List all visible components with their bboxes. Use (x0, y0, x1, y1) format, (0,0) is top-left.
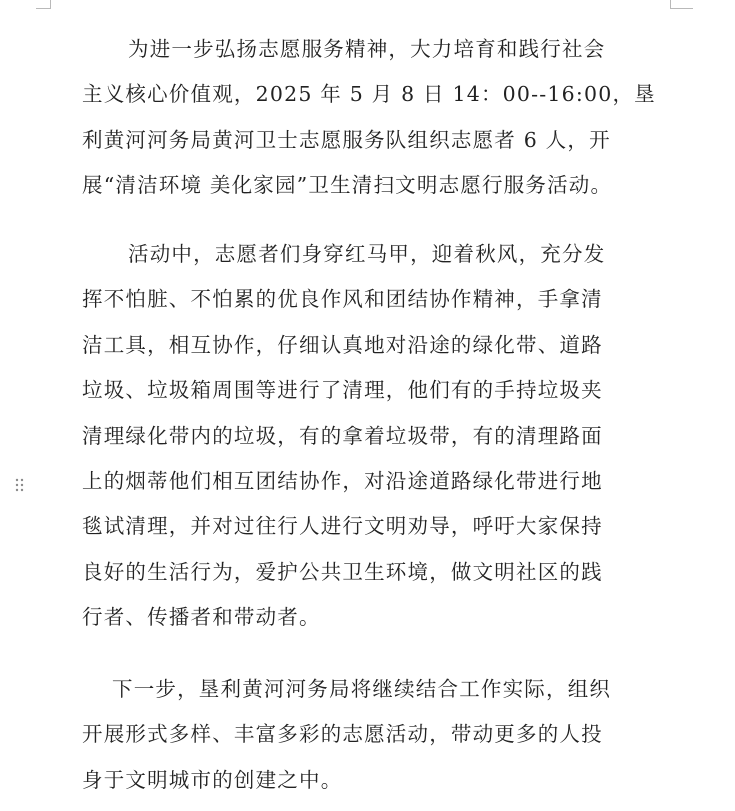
paragraph-line: 身于文明城市的创建之中。 (82, 767, 343, 792)
drag-handle-icon[interactable] (15, 477, 25, 493)
paragraph-line: 下一步，垦利黄河河务局将继续结合工作实际，组织 (112, 677, 612, 701)
paragraph-line: 活动中，志愿者们身穿红马甲，迎着秋风，充分发 (128, 242, 606, 266)
paragraph-line: 行者、传播者和带动者。 (82, 605, 321, 630)
paragraph-line: 展“清洁环境 美化家园”卫生清扫文明志愿行服务活动。 (82, 173, 613, 198)
paragraph-line: 主义核心价值观，2025 年 5 月 8 日 14：00--16:00，垦 (82, 82, 656, 107)
paragraph-line: 利黄河河务局黄河卫士志愿服务队组织志愿者 6 人，开 (82, 127, 611, 152)
paragraph-line: 洁工具，相互协作，仔细认真地对沿途的绿化带、道路 (82, 332, 603, 357)
paragraph-line: 垃圾、垃圾箱周围等进行了清理，他们有的手持垃圾夹 (82, 378, 603, 403)
paragraph-line: 良好的生活行为，爱护公共卫生环境，做文明社区的践 (82, 559, 603, 584)
paragraph-activity (82, 232, 644, 641)
crop-mark-top-right (670, 0, 693, 9)
paragraph-line: 上的烟蒂他们相互团结协作，对沿途道路绿化带进行地 (82, 468, 603, 493)
paragraph-line: 毯试清理，并对过往行人进行文明劝导，呼吁大家保持 (82, 514, 603, 539)
crop-mark-top-left (36, 0, 51, 9)
paragraph-line: 为进一步弘扬志愿服务精神，大力培育和践行社会 (128, 37, 606, 61)
paragraph-line: 挥不怕脏、不怕累的优良作风和团结协作精神，手拿清 (82, 287, 603, 312)
paragraph-intro (82, 27, 656, 209)
paragraph-line: 清理绿化带内的垃圾，有的拿着垃圾带，有的清理路面 (82, 423, 603, 448)
paragraph-line: 开展形式多样、丰富多彩的志愿活动，带动更多的人投 (82, 722, 603, 747)
paragraph-next-steps (82, 667, 644, 803)
